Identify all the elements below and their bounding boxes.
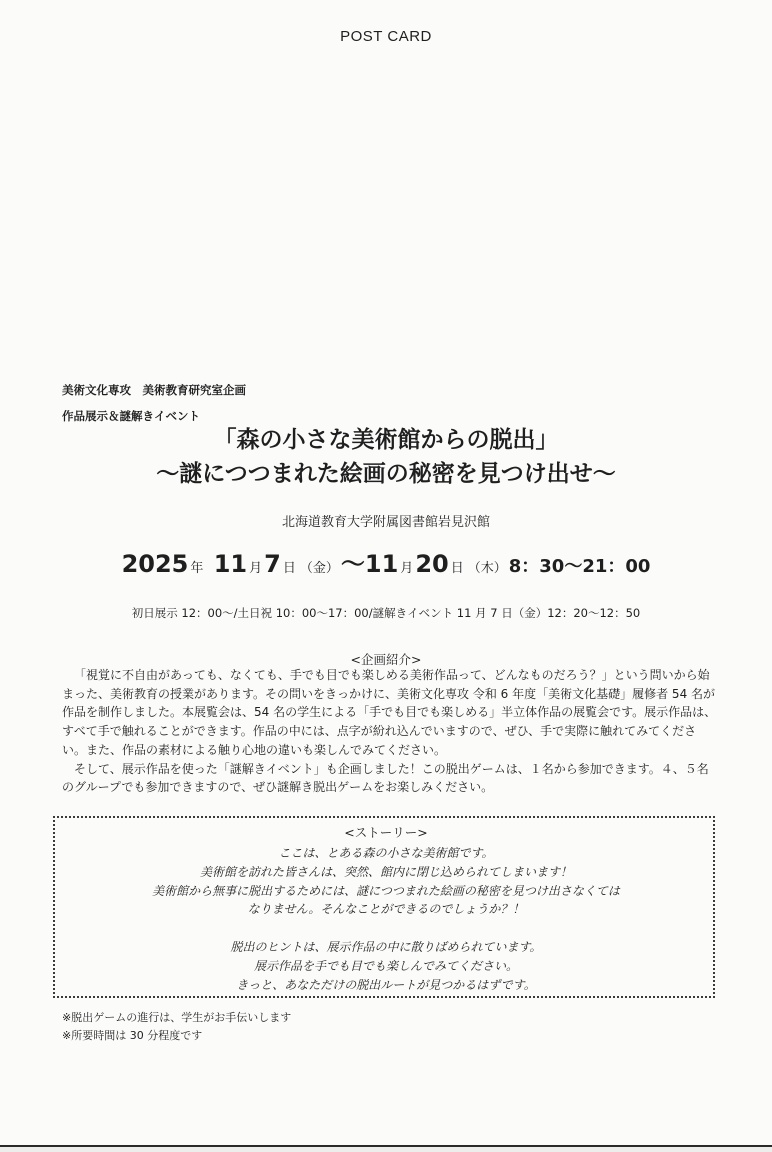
venue: 北海道教育大学附属図書館岩見沢館: [281, 515, 490, 530]
story-line: 美術館を訪れた皆さんは、突然、館内に閉じ込められてしまいます！: [199, 864, 572, 879]
intro-heading: <企画紹介>: [350, 652, 422, 667]
start-day: 7: [264, 550, 281, 578]
story-heading: <ストーリー>: [344, 825, 428, 840]
start-month: 11: [213, 550, 248, 578]
event-type-label: 作品展示＆謎解きイベント: [62, 409, 200, 423]
start-weekday: （金）: [299, 561, 339, 576]
end-month-unit: 月: [400, 561, 414, 576]
story-line: 美術館から無事に脱出するためには、謎につつまれた絵画の秘密を見つけ出さなくては: [152, 883, 620, 898]
end-day-unit: 日: [450, 561, 464, 576]
date-separator: ～: [340, 550, 365, 578]
year: 2025: [121, 550, 189, 578]
story-line: きっと、あなただけの脱出ルートが見つかるはずです。: [236, 977, 536, 992]
note-item: ※脱出ゲームの進行は、学生がお手伝いします: [62, 1011, 292, 1024]
intro-paragraph: 「視覚に不自由があっても、なくても、手でも目でも楽しめる美術作品って、どんなものだろう？」という問いから始まった、美術教育の授業があります。その問いをきっかけに、美術文化専攻 令和 6 年度「美術文化基礎」履修者 54 名が作品を制作しました。本展覧会は、54 名の学生による「手でも目でも楽しめる」半立体作品の展覧会です。展示作品は、すべて手で触れることができます。作品の中には、点字が紛れ込んでいますので、ぜひ、手で実際に触れてみてください。また、作品の素材による触り心地の違いも楽しんでみてください。: [62, 668, 717, 757]
notes: [62, 1009, 291, 1044]
note-item: ※所要時間は 30 分程度です: [62, 1028, 203, 1042]
organizer-label: 美術文化専攻 美術教育研究室企画: [62, 383, 246, 397]
story-line: ここは、とある森の小さな美術館です。: [278, 846, 494, 860]
day-unit: 日: [282, 561, 296, 576]
event-title: 「森の小さな美術館からの脱出」: [213, 427, 559, 453]
end-weekday: （木）: [467, 561, 507, 576]
end-month: 11: [364, 550, 399, 578]
sub-schedule: 初日展示 12：00～/土日祝 10：00～17：00/謎解きイベント 11 月 7 日（金）12：20～12：50: [131, 606, 641, 620]
event-subtitle: ～謎につつまれた絵画の秘密を見つけ出せ～: [156, 461, 616, 487]
intro-paragraph: そして、展示作品を使った「謎解きイベント」も企画しました！この脱出ゲームは、１名から参加できます。４、５名のグループでも参加できますので、ぜひ謎解き脱出ゲームをお楽しみください。: [62, 761, 709, 795]
story-gap: [0, 919, 772, 938]
month-unit: 月: [249, 561, 263, 576]
year-unit: 年: [190, 561, 204, 576]
card-bottom-edge: [0, 1145, 772, 1152]
postcard-header: POST CARD: [340, 28, 432, 45]
story-line: なりません。そんなことができるのでしょうか？！: [247, 902, 525, 917]
intro-text: [62, 666, 720, 797]
story-text: [0, 844, 772, 994]
story-line: 脱出のヒントは、展示作品の中に散りばめられています。: [230, 939, 542, 954]
event-dates: [0, 546, 772, 587]
opening-hours: 8：30～21：00: [508, 556, 651, 577]
end-day: 20: [415, 550, 449, 578]
story-line: 展示作品を手でも目でも楽しんでみてください。: [253, 958, 518, 973]
